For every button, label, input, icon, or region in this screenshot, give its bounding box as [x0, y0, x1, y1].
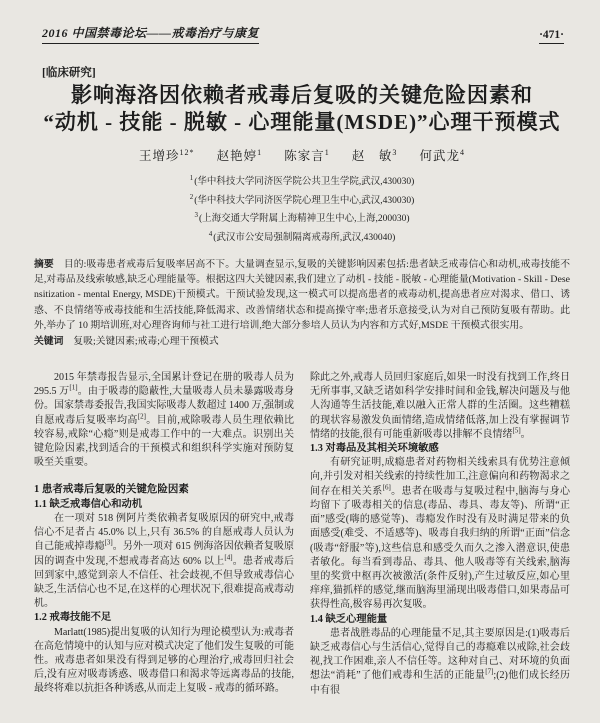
keywords-label: 关键词: [34, 335, 64, 347]
running-head: [42, 24, 564, 44]
author-affiliation-marker: 12*: [179, 147, 195, 157]
citation-marker: [3]: [104, 538, 113, 547]
author: [420, 149, 466, 163]
author-affiliation-marker: 4: [460, 147, 466, 157]
right-column: [310, 371, 570, 723]
body-paragraph: 除此之外,戒毒人员回归家庭后,如果一时没有找到工作,终日无所事事,又缺乏诸如科学安排时间和金钱,解决问题及与他人沟通等生活技能,难以融入正常人群的生活圈。这些糟糕的现状容易激发负面情绪,造成情绪低落,加上没有掌握调节情绪的技能,很有可能重新吸毒以排解不良情绪[5]。: [310, 372, 570, 440]
citation-marker: [4]: [224, 553, 233, 562]
left-column: [34, 371, 294, 723]
section-heading: 1.3 对毒品及其相关环境敏感: [310, 443, 439, 455]
body-paragraph: 患者战胜毒品的心理能量不足,其主要原因是:(1)吸毒后缺乏戒毒信心与生活信心,觉得自己的毒瘾难以戒除,社会歧视,找工作困难,亲人不信任等。这种对自己、对环境的负面想法“消耗”了他们戒毒和生活的正能量[7];(2)他们成长经历中有很: [310, 627, 570, 696]
section-heading: 1.2 戒毒技能不足: [34, 612, 112, 624]
author-name: 赵艳婷: [216, 149, 258, 163]
citation-marker: [7]: [485, 668, 494, 676]
citation-marker: [1]: [69, 383, 78, 392]
abstract-label: 摘要: [34, 258, 54, 270]
affiliation: $^4$(武汉市公安局强制隔离戒毒所,武汉,430040): [208, 229, 396, 244]
author-name: 何武龙: [419, 149, 461, 163]
author-affiliation-marker: 3: [392, 147, 398, 157]
keywords-text: 复吸;关键因素;戒毒;心理干预模式: [73, 335, 219, 347]
affiliation: $^3$(上海交通大学附属上海精神卫生中心,上海,200030): [194, 211, 410, 225]
author-name: 陈家言: [284, 149, 325, 163]
citation-marker: [2]: [137, 412, 146, 421]
body-columns: [34, 371, 570, 723]
author: [217, 149, 263, 163]
abstract-text: 目的:吸毒患者戒毒后复吸率居高不下。大量调查显示,复吸的关键影响因素包括:患者缺乏戒毒信心和动机,戒毒技能不足,对毒品及线索敏感,缺乏心理能量等。根据这四大关键因素,我们建立了动机 - 技能 - 脱敏 - 心理能量(Motivation - Skill - Desensitization - mental Energy, MSDE)干预模式。干预试验发现,这一模式可以提高患者的戒毒动机,提高患者应对渴求、借口、诱惑、不良情绪等戒毒技能和生活技能,降低渴求、改善情绪状态和提高操守率;患者乐意接受,认为对自己预防复吸有帮助。此外,举办了 10 期培训班,对心理咨询师与社工进行培训,绝大部分参培人员认为内容和方式好,MSDE 干预模式很实用。: [34, 258, 571, 332]
section-heading: 1.4 缺乏心理能量: [310, 613, 388, 625]
author-affiliation-marker: 1: [324, 147, 330, 157]
section-heading: 1 患者戒毒后复吸的关键危险因素: [34, 484, 189, 496]
body-paragraph: Marlatt(1985)提出复吸的认知行为理论模型认为:戒毒者在高危情境中的认知与应对模式决定了他们发生复吸的可能性。戒毒患者如果没有得到足够的心理治疗,戒毒回归社会后,没有应对吸毒诱惑、吸毒借口和渴求等远离毒品的技能,最终将难以抗拒各种诱惑,从而走上复吸 - 戒毒的循环路。: [34, 626, 294, 695]
affiliation-list: [34, 171, 570, 246]
citation-marker: [6]: [382, 483, 391, 492]
author-name: 王增珍: [138, 149, 180, 163]
journal-title: 2016 中国禁毒论坛——戒毒治疗与康复: [42, 24, 259, 44]
article-title: [34, 82, 570, 136]
article-title-line1: 影响海洛因依赖者戒毒后复吸的关键危险因素和: [71, 83, 533, 107]
keywords: [34, 334, 570, 349]
citation-marker: [5]: [512, 426, 521, 435]
affiliation: $^2$(华中科技大学同济医学院心理卫生中心,武汉,430030): [189, 192, 415, 206]
page-number: ·471·: [539, 29, 564, 44]
author-affiliation-marker: 1: [257, 147, 263, 157]
section-heading: 1.1 缺乏戒毒信心和动机: [34, 498, 143, 510]
article-category: [临床研究]: [42, 67, 96, 79]
body-paragraph: 在一项对 518 例阿片类依赖者复吸原因的研究中,戒毒信心不足者占 45.0% 以上,只有 36.5% 的自愿戒毒人员认为自己能戒掉毒瘾[3]。另外一项对 615 例海洛因依赖者复吸原因的调查中发现,不想戒毒者高达 60% 以上[4]。患者戒毒后回到家中,感觉到亲人不信任、社会歧视,不但导致戒毒信心缺乏,生活信心也不足,在这样的心理状况下,很难提高戒毒动机。: [34, 512, 294, 610]
body-paragraph: 有研究证明,成瘾患者对药物相关线索具有优势注意倾向,并引发对相关线索的持续性加工,注意偏向和药物渴求之间存在相关关系[6]。患者在吸毒与复吸过程中,脑海与身心均留下了吸毒相关的信息(毒品、毒具、毒友等)、所谓“正面”感受(嗨的感觉等)、毒瘾发作时没有及时满足带来的负面感受(难受、不适感等)、吸毒自我归纳的所谓“正面”信念(吸毒“舒服”等),这些信息和感受久而久之渗入潜意识,使患者敏化。每当看到毒品、毒具、他人吸毒等有关线索,脑海里的奖赏中枢再次被激活(条件反射),产生过敏反应,如心里痒痒,猫抓样的感觉,继而脑海里涌现出吸毒借口,如果毒品可获得性高,极容易再次复吸。: [310, 457, 570, 611]
author: [352, 149, 398, 163]
article-title-line2: “动机 - 技能 - 脱敏 - 心理能量(MSDE)”心理干预模式: [43, 110, 561, 134]
body-paragraph: 2015 年禁毒报告显示,全国累计登记在册的吸毒人员为 295.5 万[1]。由于吸毒的隐蔽性,大量吸毒人员未暴露吸毒身份。国家禁毒委报告,我国实际吸毒人数超过 1400 万,强制或自愿戒毒后复吸率均高[2]。目前,戒除吸毒人员生理依赖比较容易,戒除“心瘾”则是戒毒工作中的一大难点。识别出关键危险因素,找到适合的干预模式和组织科学实施对预防复吸至关重要。: [34, 372, 294, 469]
author: [139, 149, 195, 163]
abstract: [34, 257, 570, 334]
author: [284, 149, 330, 163]
affiliation: $^1$(华中科技大学同济医学院公共卫生学院,武汉,430030): [189, 174, 415, 188]
author-name: 赵 敏: [351, 149, 393, 163]
author-list: [34, 146, 570, 164]
